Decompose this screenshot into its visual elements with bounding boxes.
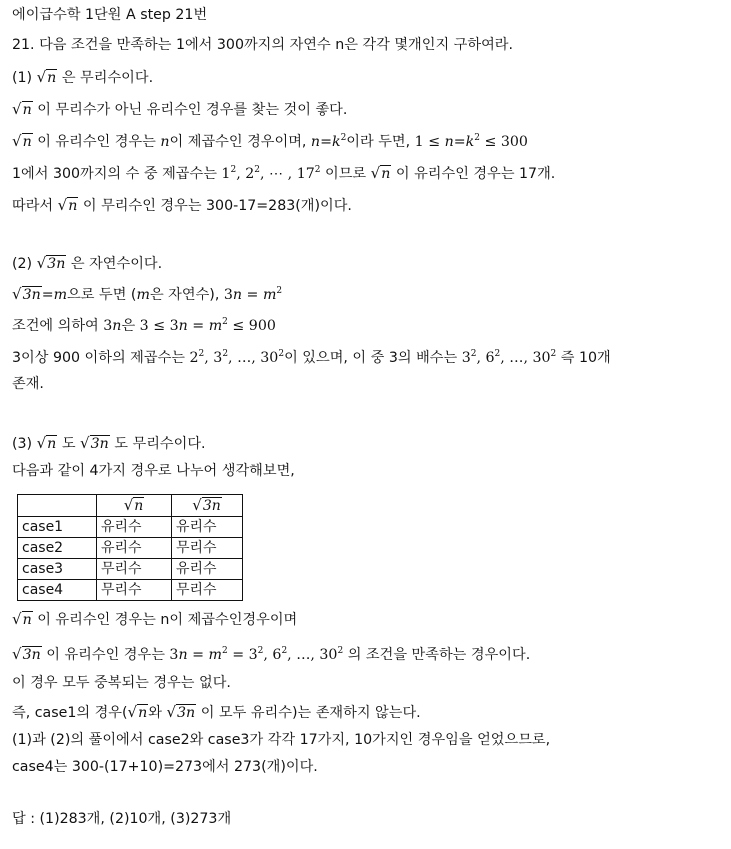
table-cell: 유리수 [97, 538, 172, 559]
part2-heading: (2) √3n 은 자연수이다. [12, 254, 163, 272]
final-answer: 답 : (1)283개, (2)10개, (3)273개 [12, 811, 232, 827]
part1-heading: (1) √n 은 무리수이다. [12, 68, 154, 86]
part3-line2: √3n 이 유리수인 경우는 $3n = m^2 = 3^2$, $6^2$, …, $30^2$ 의 조건을 만족하는 경우이다. [12, 645, 531, 663]
table-cell: 무리수 [97, 580, 172, 601]
part2-line2: 조건에 의하여 3n은 $3 \le 3n = m^2 \le 900$ [12, 317, 276, 334]
table-cell: case2 [18, 538, 97, 559]
part3-intro: 다음과 같이 4가지 경우로 나누어 생각해보면, [12, 463, 295, 479]
table-cell: 무리수 [172, 580, 243, 601]
table-header-row [18, 495, 243, 517]
table-row [18, 559, 243, 580]
part2-line3: 3이상 900 이하의 제곱수는 $2^2$, $3^2$, …, $30^2$이 있으며, 이 중 3의 배수는 $3^2$, $6^2$, …, $30^2$ 즉 10개 [12, 349, 611, 366]
document-title: 에이급수학 1단원 A step 21번 [12, 7, 208, 23]
part1-line1: √n 이 무리수가 아닌 유리수인 경우를 찾는 것이 좋다. [12, 100, 348, 118]
table-cell: 무리수 [172, 538, 243, 559]
table-header-empty [18, 495, 97, 517]
table-cell: 유리수 [172, 517, 243, 538]
cases-table [17, 494, 243, 601]
table-cell: 유리수 [97, 517, 172, 538]
table-row [18, 517, 243, 538]
part3-line1: √n 이 유리수인 경우는 n이 제곱수인경우이며 [12, 610, 298, 628]
table-cell: 유리수 [172, 559, 243, 580]
part3-line5: (1)과 (2)의 풀이에서 case2와 case3가 각각 17가지, 10가지인 경우임을 얻었으므로, [12, 732, 551, 748]
part3-line6: case4는 300-(17+10)=273에서 273(개)이다. [12, 759, 318, 775]
part2-line1: √3n=m으로 두면 (m은 자연수), $3n = m^2$ [12, 285, 283, 303]
problem-statement: 21. 다음 조건을 만족하는 1에서 300까지의 자연수 n은 각각 몇개인지 구하여라. [12, 37, 514, 53]
table-cell: case3 [18, 559, 97, 580]
part1-line2: √n 이 유리수인 경우는 n이 제곱수인 경우이며, $n=k^2$이라 두면, $1 \le n=k^2 \le 300$ [12, 132, 528, 150]
table-header-sqrt-n: √n [97, 495, 172, 517]
part2-line4: 존재. [12, 376, 44, 392]
part3-heading: (3) √n 도 √3n 도 무리수이다. [12, 434, 206, 452]
part1-line3: 1에서 300까지의 수 중 제곱수는 $1^2$, $2^2$, ⋯ , $17^2$ 이므로 √n 이 유리수인 경우는 17개. [12, 164, 556, 182]
part3-line4: 즉, case1의 경우(√n와 √3n 이 모두 유리수)는 존재하지 않는다. [12, 703, 421, 721]
table-cell: case1 [18, 517, 97, 538]
table-row [18, 538, 243, 559]
table-row [18, 580, 243, 601]
part3-line3: 이 경우 모두 중복되는 경우는 없다. [12, 675, 231, 691]
table-header-sqrt-3n: √3n [172, 495, 243, 517]
part1-line4: 따라서 √n 이 무리수인 경우는 300-17=283(개)이다. [12, 196, 352, 214]
table-cell: 무리수 [97, 559, 172, 580]
table-cell: case4 [18, 580, 97, 601]
